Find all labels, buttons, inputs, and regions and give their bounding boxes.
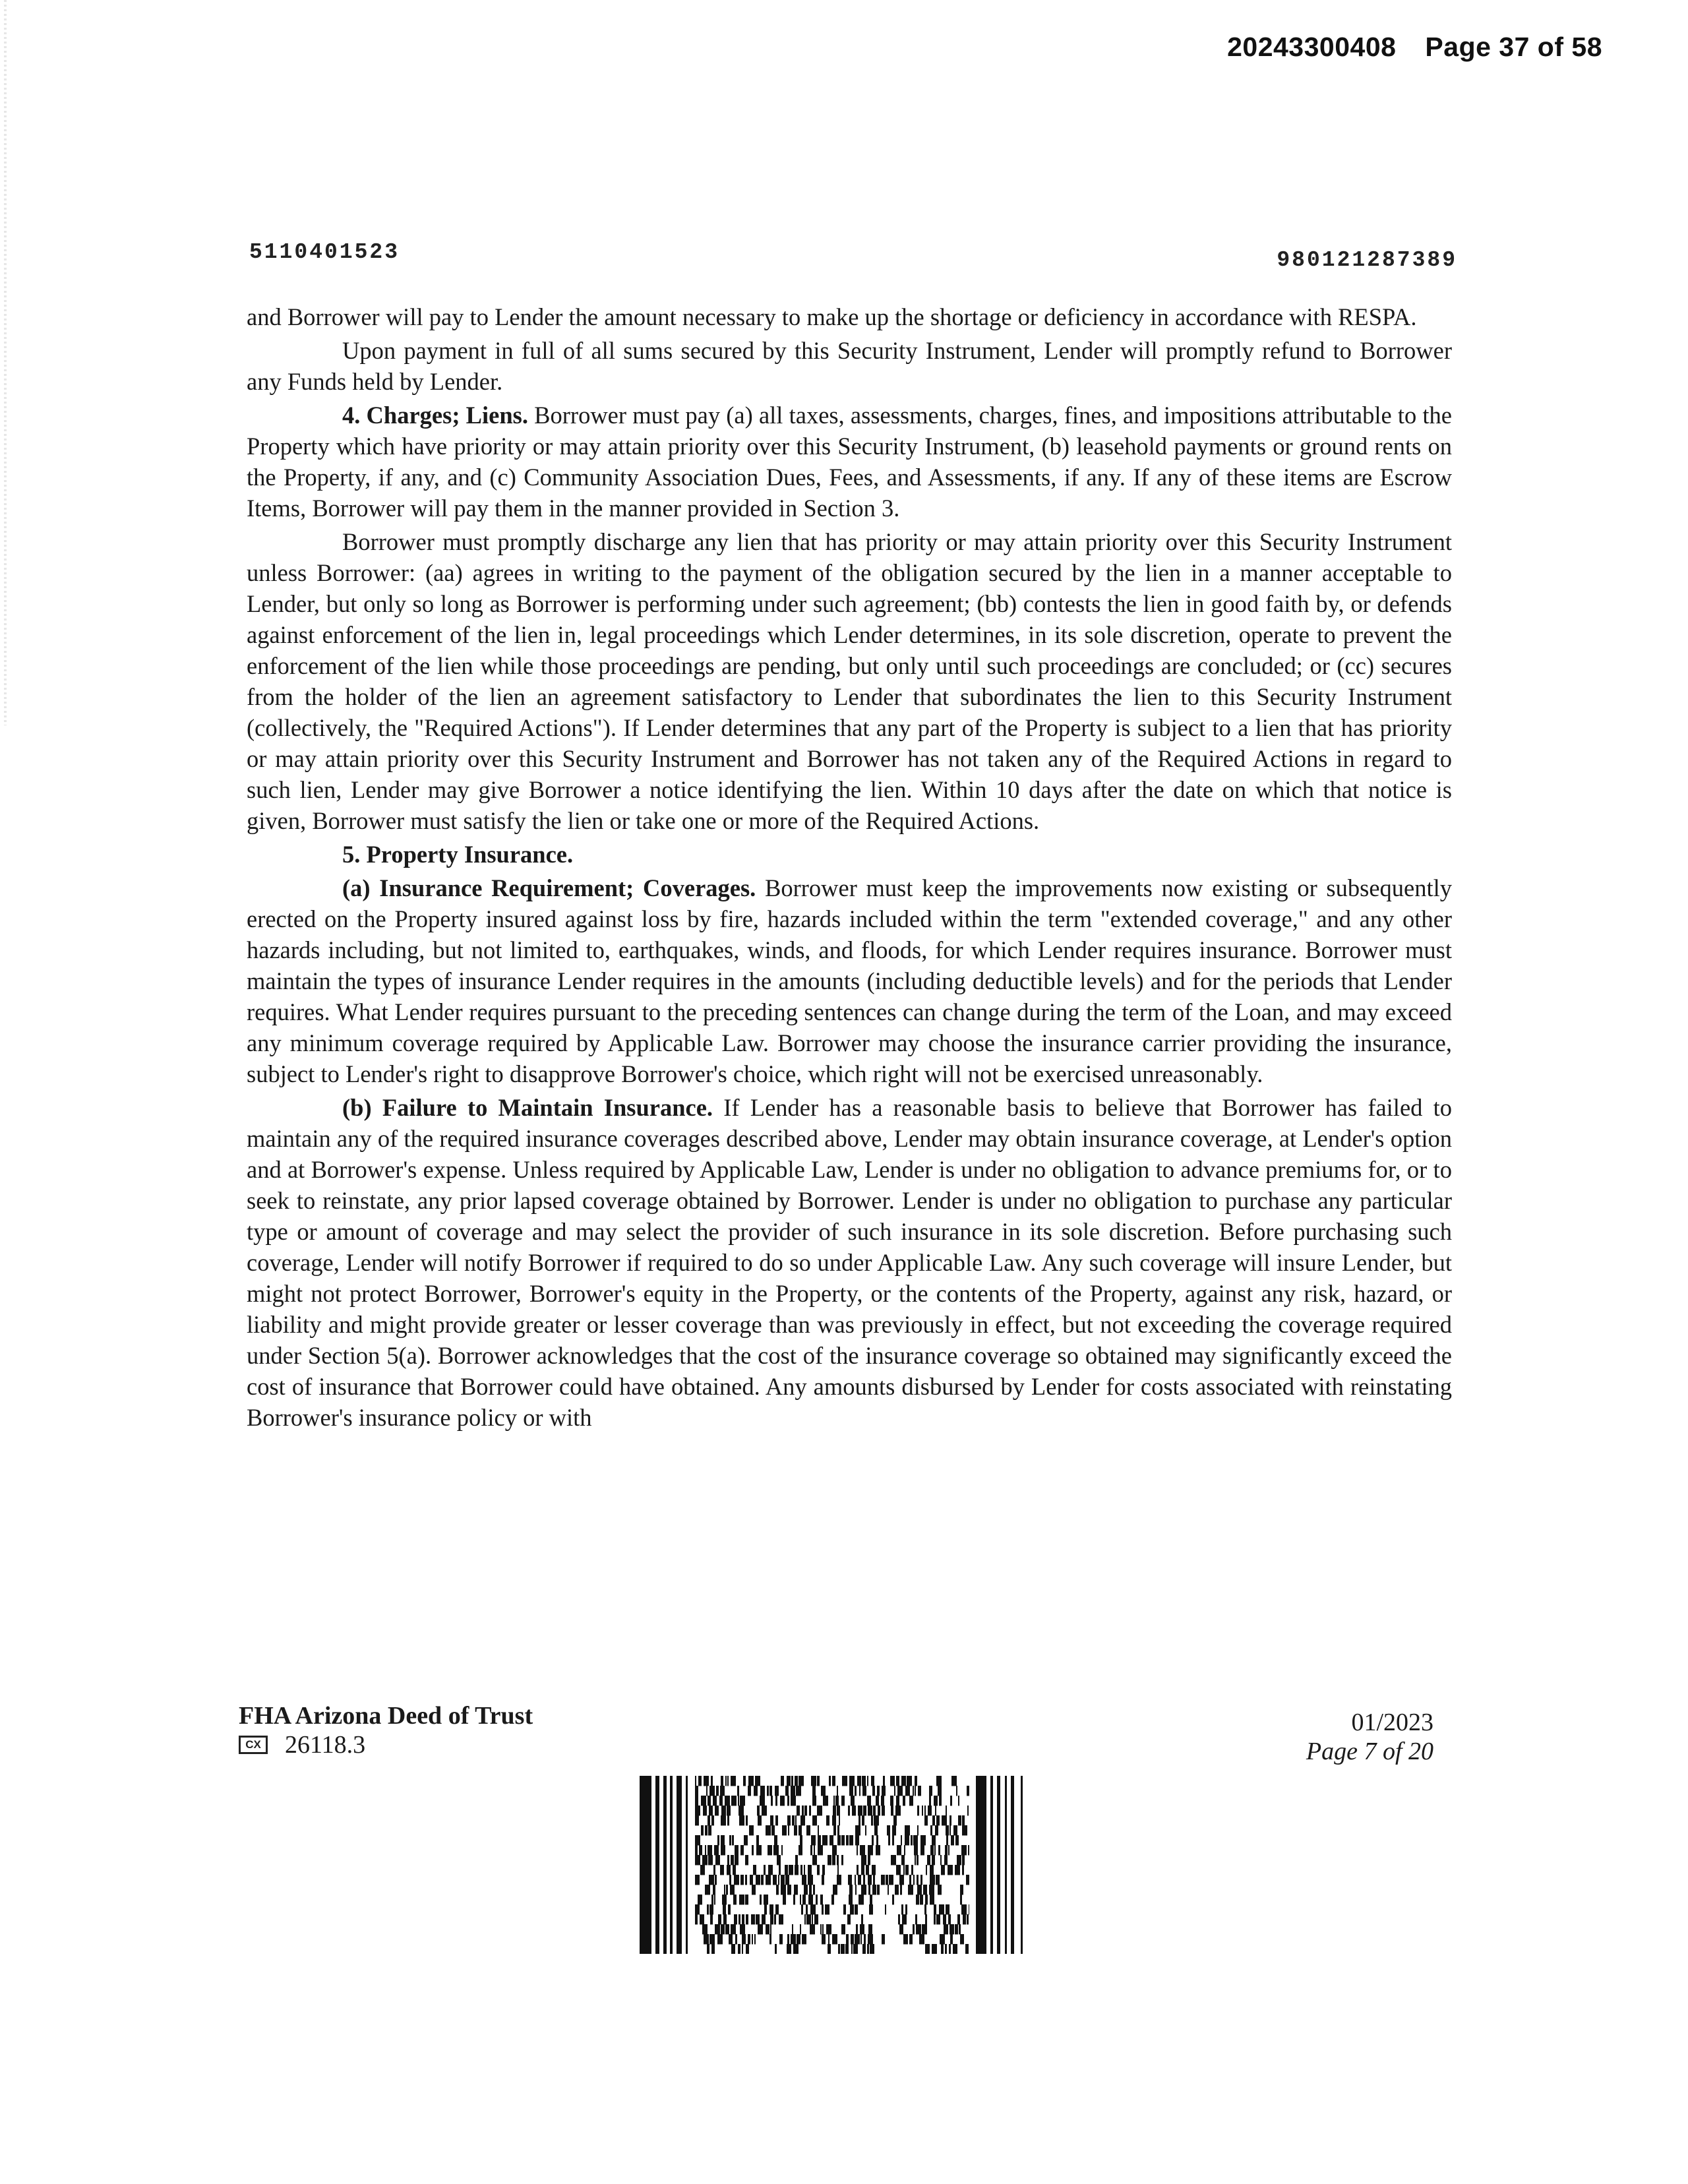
section-5b-heading: (b) Failure to Maintain Insurance. <box>342 1094 713 1121</box>
recorder-stamp <box>1227 32 1602 63</box>
section-5b-text: If Lender has a reasonable basis to believe that Borrower has failed to maintain any of the required insurance coverages described above, Lender may obtain insurance coverage, at Lender's option and at Borrower's expense. Unless required by Applicable Law, Lender is under no obligation to advance premiums for, or to seek to reinstate, any prior lapsed coverage obtained by Borrower. Lender is under no obligation to purchase any particular type or amount of coverage and may select the provider of such insurance in its sole discretion. Before purchasing such coverage, Lender will notify Borrower if required to do so under Applicable Law. Any such coverage will insure Lender, but might not protect Borrower, Borrower's equity in the Property, or the contents of the Property, against any risk, hazard, or liability and might provide greater or lesser coverage than was previously in effect, but not exceeding the coverage required under Section 5(a). Borrower acknowledges that the cost of the insurance coverage so obtained may significantly exceed the cost of insurance that Borrower could have obtained. Any amounts disbursed by Lender for costs associated with reinstating Borrower's insurance policy or with <box>247 1094 1453 1431</box>
section-5a <box>247 872 1452 1089</box>
paragraph-continued: and Borrower will pay to Lender the amount necessary to make up the shortage or deficiency in accordance with RESPA. <box>247 303 1417 330</box>
section-4-heading: 4. Charges; Liens. <box>342 402 528 429</box>
scan-edge-artifact <box>4 0 7 725</box>
min-number: 980121287389 <box>1277 248 1457 272</box>
form-title: FHA Arizona Deed of Trust <box>239 1702 533 1730</box>
form-number-line <box>239 1730 533 1759</box>
form-date-page <box>1306 1708 1433 1766</box>
section-4-charges-liens <box>247 400 1452 524</box>
form-date: 01/2023 <box>1351 1709 1433 1736</box>
recording-number: 20243300408 <box>1227 32 1397 62</box>
pdf417-barcode-icon <box>640 1776 1029 1954</box>
section-5a-text: Borrower must keep the improvements now existing or subsequently erected on the Property insured against loss by fire, hazards included within the term "extended coverage," and any other hazards including, but not limited to, earthquakes, winds, and floods, for which Lender requires insurance. Borrower must maintain the types of insurance Lender requires in the amounts (including deductible levels) and for the periods that Lender requires. What Lender requires pursuant to the preceding sentences can change during the term of the Loan, and may exceed any minimum coverage required by Applicable Law. Borrower may choose the insurance carrier providing the insurance, subject to Lender's right to disapprove Borrower's choice, which right will not be exercised unreasonably. <box>247 874 1453 1087</box>
form-identifier <box>239 1701 533 1759</box>
paragraph-refund: Upon payment in full of all sums secured by this Security Instrument, Lender will promptly refund to Borrower any Funds held by Lender. <box>247 337 1452 395</box>
section-5a-heading: (a) Insurance Requirement; Coverages. <box>342 874 756 901</box>
form-number: 26118.3 <box>285 1731 366 1759</box>
section-5b <box>247 1092 1452 1433</box>
section-4-lien-discharge: Borrower must promptly discharge any lien that has priority or may attain priority over this Security Instrument unless Borrower: (aa) agrees in writing to the payment of the obligation secured by the lien in a manner acceptable to Lender, but only so long as Borrower is performing under such agreement; (bb) contests the lien in good faith by, or defends against enforcement of the lien in, legal proceedings which Lender determines, in its sole discretion, operate to prevent the enforcement of the lien while those proceedings are pending, but only until such proceedings are concluded; or (cc) secures from the holder of the lien an agreement satisfactory to Lender that subordinates the lien to this Security Instrument (collectively, the "Required Actions"). If Lender determines that any part of the Property is subject to a lien that has priority or may attain priority over this Security Instrument and Borrower has not taken any of the Required Actions in regard to such lien, Lender may give Borrower a notice identifying the lien. Within 10 days after the date on which that notice is given, Borrower must satisfy the lien or take one or more of the Required Actions. <box>247 528 1452 834</box>
section-5-heading-line <box>247 839 1452 870</box>
loan-number: 5110401523 <box>249 240 400 264</box>
document-body <box>247 301 1452 1436</box>
section-4-text: Borrower must pay (a) all taxes, assessments, charges, fines, and impositions attributable to the Property which have priority or may attain priority over this Security Instrument, (b) leasehold payments or ground rents on the Property, if any, and (c) Community Association Dues, Fees, and Assessments, if any. If any of these items are Escrow Items, Borrower will pay them in the manner provided in Section 3. <box>247 402 1453 522</box>
cx-logo-icon: CX <box>239 1736 268 1754</box>
section-5-heading: 5. Property Insurance. <box>342 841 574 868</box>
recorder-page-stamp: Page 37 of 58 <box>1425 32 1602 62</box>
form-page-number: Page 7 of 20 <box>1306 1738 1433 1765</box>
